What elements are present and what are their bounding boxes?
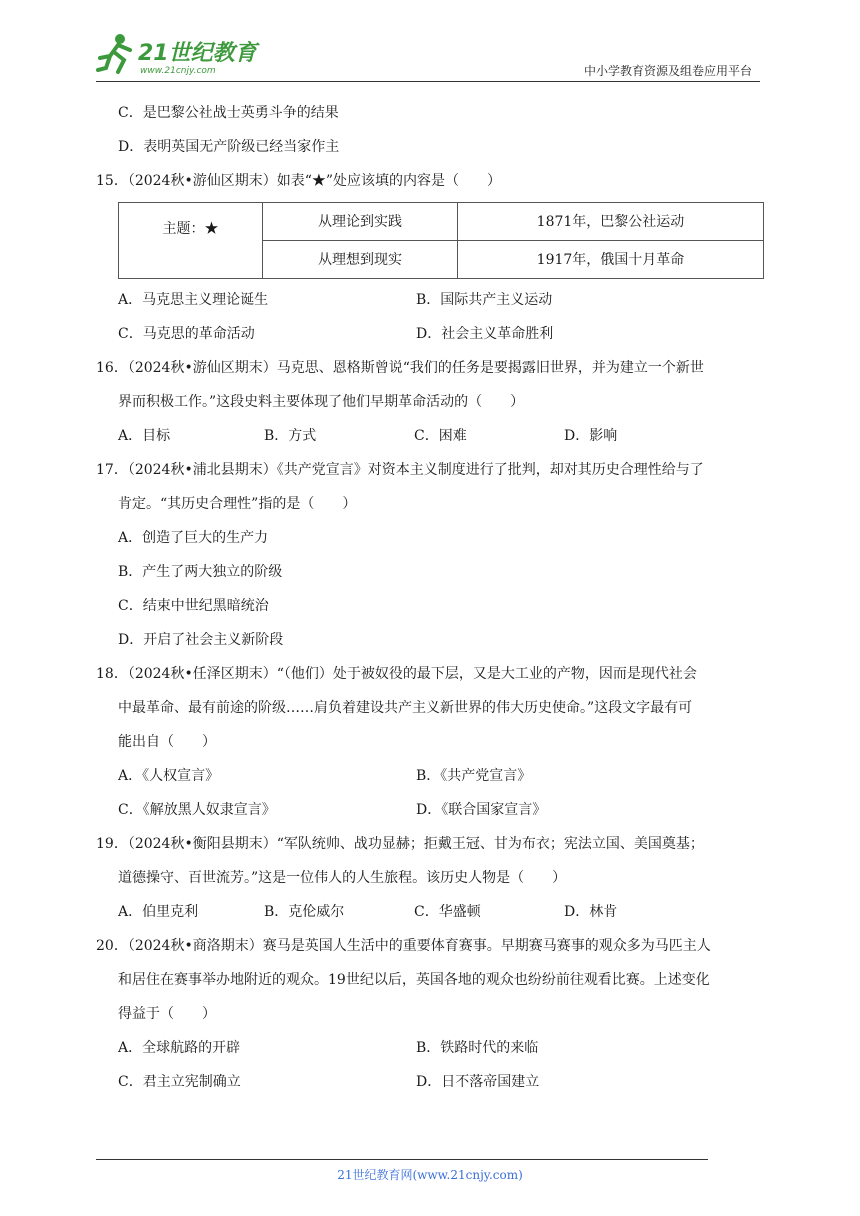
q18-option-a: A．《人权宣言》 — [118, 768, 220, 784]
q20-options-row1 — [96, 1031, 766, 1065]
q15-option-d: D．社会主义革命胜利 — [416, 326, 554, 342]
logo-graphic — [96, 30, 266, 78]
q15-table — [118, 202, 764, 279]
q20-option-a: A．全球航路的开辟 — [118, 1040, 241, 1056]
q18-options-row2 — [96, 793, 766, 827]
q19-option-d: D．林肯 — [564, 904, 618, 920]
logo — [96, 30, 266, 78]
table-theme-cell: 主题：★ — [119, 203, 263, 279]
q16-options — [96, 419, 766, 453]
q19-stem-line1: 19．（2024秋•衡阳县期末）“军队统帅、战功显赫；拒戴王冠、甘为布衣；宪法立国、美国奠基； — [96, 836, 704, 852]
q15-stem: 15．（2024秋•游仙区期末）如表“★”处应该填的内容是（ ） — [96, 173, 502, 189]
q20-stem-line3: 得益于（ ） — [118, 1006, 216, 1022]
q17-option-d: D．开启了社会主义新阶段 — [118, 632, 284, 648]
q20-stem-line2: 和居住在赛事举办地附近的观众。19世纪以后，英国各地的观众也纷纷前往观看比赛。上述变化 — [118, 972, 710, 988]
q16-option-a: A．目标 — [118, 428, 171, 444]
q15-options-row1 — [96, 283, 766, 317]
q20-option-c: C．君主立宪制确立 — [118, 1074, 241, 1090]
q16-option-b: B．方式 — [264, 428, 317, 444]
q15-option-a: A．马克思主义理论诞生 — [118, 292, 269, 308]
q20-option-d: D．日不落帝国建立 — [416, 1074, 540, 1090]
q16-stem-line2: 界而积极工作。”这段史料主要体现了他们早期革命活动的（ ） — [118, 394, 525, 410]
q16-option-d: D．影响 — [564, 428, 618, 444]
q18-stem-line2: 中最革命、最有前途的阶级……肩负着建设共产主义新世界的伟大历史使命。”这段文字最有可 — [118, 700, 693, 716]
q19-option-c: C．华盛顿 — [414, 904, 481, 920]
table-cell: 1871年，巴黎公社运动 — [458, 203, 764, 241]
platform-name: 中小学教育资源及组卷应用平台 — [583, 64, 752, 78]
table-cell: 1917年，俄国十月革命 — [458, 241, 764, 279]
table-cell: 从理想到现实 — [263, 241, 458, 279]
q14-option-d: D．表明英国无产阶级已经当家作主 — [118, 139, 340, 155]
q17-option-b: B．产生了两大独立的阶级 — [118, 564, 283, 580]
table-cell: 从理论到实践 — [263, 203, 458, 241]
q16-stem-line1: 16．（2024秋•游仙区期末）马克思、恩格斯曾说“我们的任务是要揭露旧世界，并为建立一个新世 — [96, 360, 704, 376]
q18-stem-line3: 能出自（ ） — [118, 734, 216, 750]
footer-divider — [96, 1159, 708, 1160]
q18-stem-line1: 18．（2024秋•任泽区期末）“（他们）处于被奴役的最下层，又是大工业的产物，因而是现代社会 — [96, 666, 697, 682]
q20-option-b: B．铁路时代的来临 — [416, 1040, 539, 1056]
q18-options-row1 — [96, 759, 766, 793]
page-header — [96, 30, 760, 80]
q18-option-d: D．《联合国家宣言》 — [416, 802, 547, 818]
logo-url: www.21cnjy.com — [140, 66, 216, 76]
q16-option-c: C．困难 — [414, 428, 467, 444]
q19-stem-line2: 道德操守、百世流芳。”这是一位伟人的人生旅程。该历史人物是（ ） — [118, 870, 567, 886]
q17-option-a: A．创造了巨大的生产力 — [118, 530, 269, 546]
q15-options-row2 — [96, 317, 766, 351]
q17-stem-line2: 肯定。“其历史合理性”指的是（ ） — [118, 496, 357, 512]
q19-option-a: A．伯里克利 — [118, 904, 199, 920]
q17-option-c: C．结束中世纪黑暗统治 — [118, 598, 269, 614]
footer-link[interactable]: 21世纪教育网(www.21cnjy.com) — [337, 1168, 523, 1182]
document-body — [96, 96, 766, 1099]
q15-option-b: B．国际共产主义运动 — [416, 292, 553, 308]
q19-options — [96, 895, 766, 929]
q20-options-row2 — [96, 1065, 766, 1099]
q17-stem-line1: 17．（2024秋•浦北县期末）《共产党宣言》对资本主义制度进行了批判，却对其历史合理性给与了 — [96, 462, 704, 478]
q14-option-c: C．是巴黎公社战士英勇斗争的结果 — [118, 105, 339, 121]
q18-option-c: C．《解放黑人奴隶宣言》 — [118, 802, 276, 818]
q19-option-b: B．克伦威尔 — [264, 904, 345, 920]
logo-text: 21世纪教育 — [138, 41, 257, 66]
header-divider — [96, 81, 760, 82]
q20-stem-line1: 20．（2024秋•商洛期末）赛马是英国人生活中的重要体育赛事。早期赛马赛事的观众多为马匹主人 — [96, 938, 711, 954]
q15-option-c: C．马克思的革命活动 — [118, 326, 255, 342]
q18-option-b: B．《共产党宣言》 — [416, 768, 532, 784]
